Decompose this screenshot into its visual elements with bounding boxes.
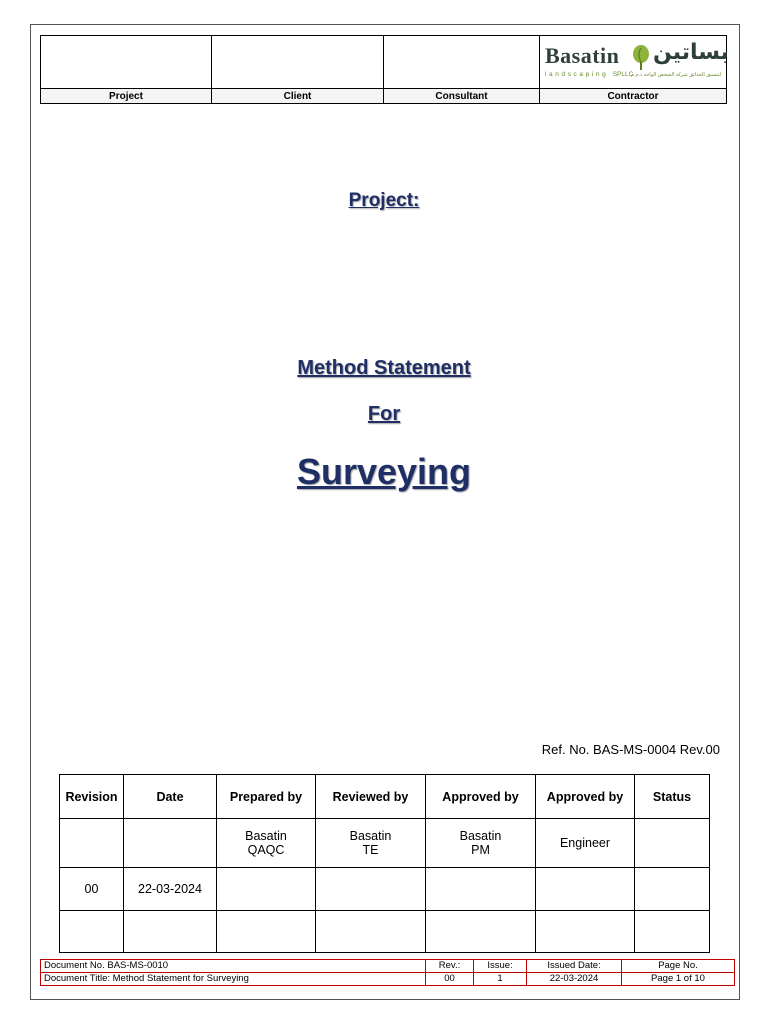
cell-empty (426, 868, 536, 911)
cell-empty (426, 911, 536, 953)
logo-name-ar: بساتين (653, 40, 729, 65)
cell-empty (536, 911, 635, 953)
contractor-logo-box (540, 36, 727, 89)
for-heading: For (367, 403, 401, 425)
revision-table (59, 774, 710, 953)
cell-empty (124, 911, 217, 953)
table-row (60, 868, 710, 911)
col-header-status: Status (635, 775, 710, 819)
cell-empty (124, 819, 217, 868)
cell-empty (217, 868, 316, 911)
col-header-approved-by-1: Approved by (426, 775, 536, 819)
surveying-heading: Surveying (296, 451, 472, 492)
footer-rev-value: 00 (426, 973, 474, 986)
cell-empty (60, 819, 124, 868)
leaf-icon (631, 44, 651, 72)
col-header-reviewed-by: Reviewed by (316, 775, 426, 819)
header-label-consultant: Consultant (384, 89, 540, 104)
consultant-box (384, 36, 540, 89)
footer-issue-label: Issue: (474, 960, 527, 973)
col-header-approved-by-2: Approved by (536, 775, 635, 819)
method-statement-heading: Method Statement (297, 357, 471, 379)
cell-date: 22-03-2024 (124, 868, 217, 911)
footer-doc-title: Document Title: Method Statement for Surveying (41, 973, 426, 986)
footer-issued-date-label: Issued Date: (527, 960, 622, 973)
logo-name-en: Basatin (545, 43, 620, 68)
cell-empty (316, 911, 426, 953)
cell-approved-by-1: Basatin PM (426, 819, 536, 868)
project-box (41, 36, 212, 89)
logo-tagline-ar: لتنسيق الحدائق شركة الشخص الواحد ذ.م.م (631, 72, 721, 78)
footer-page-value: Page 1 of 10 (622, 973, 735, 986)
project-heading: Project: (348, 190, 420, 211)
col-header-date: Date (124, 775, 217, 819)
cell-empty (316, 868, 426, 911)
client-box (212, 36, 384, 89)
cell-empty (60, 911, 124, 953)
footer-issued-date-value: 22-03-2024 (527, 973, 622, 986)
footer-rev-label: Rev.: (426, 960, 474, 973)
cell-empty (536, 868, 635, 911)
header-label-contractor: Contractor (540, 89, 727, 104)
header-table (40, 35, 727, 104)
cell-empty (635, 819, 710, 868)
header-label-project: Project (41, 89, 212, 104)
cell-empty (217, 911, 316, 953)
reference-number: Ref. No. BAS-MS-0004 Rev.00 (541, 742, 720, 757)
footer-doc-no: Document No. BAS-MS-0010 (41, 960, 426, 973)
cell-approved-by-2: Engineer (536, 819, 635, 868)
cell-prepared-by: Basatin QAQC (217, 819, 316, 868)
cell-reviewed-by: Basatin TE (316, 819, 426, 868)
col-header-revision: Revision (60, 775, 124, 819)
cell-revision: 00 (60, 868, 124, 911)
cell-empty (635, 911, 710, 953)
col-header-prepared-by: Prepared by (217, 775, 316, 819)
basatin-logo (545, 40, 729, 82)
cell-empty (635, 868, 710, 911)
footer-table (40, 959, 735, 986)
logo-tagline: landscaping SPLLC (545, 71, 634, 78)
table-row (60, 911, 710, 953)
header-label-client: Client (212, 89, 384, 104)
footer-page-label: Page No. (622, 960, 735, 973)
footer-issue-value: 1 (474, 973, 527, 986)
table-row (60, 819, 710, 868)
